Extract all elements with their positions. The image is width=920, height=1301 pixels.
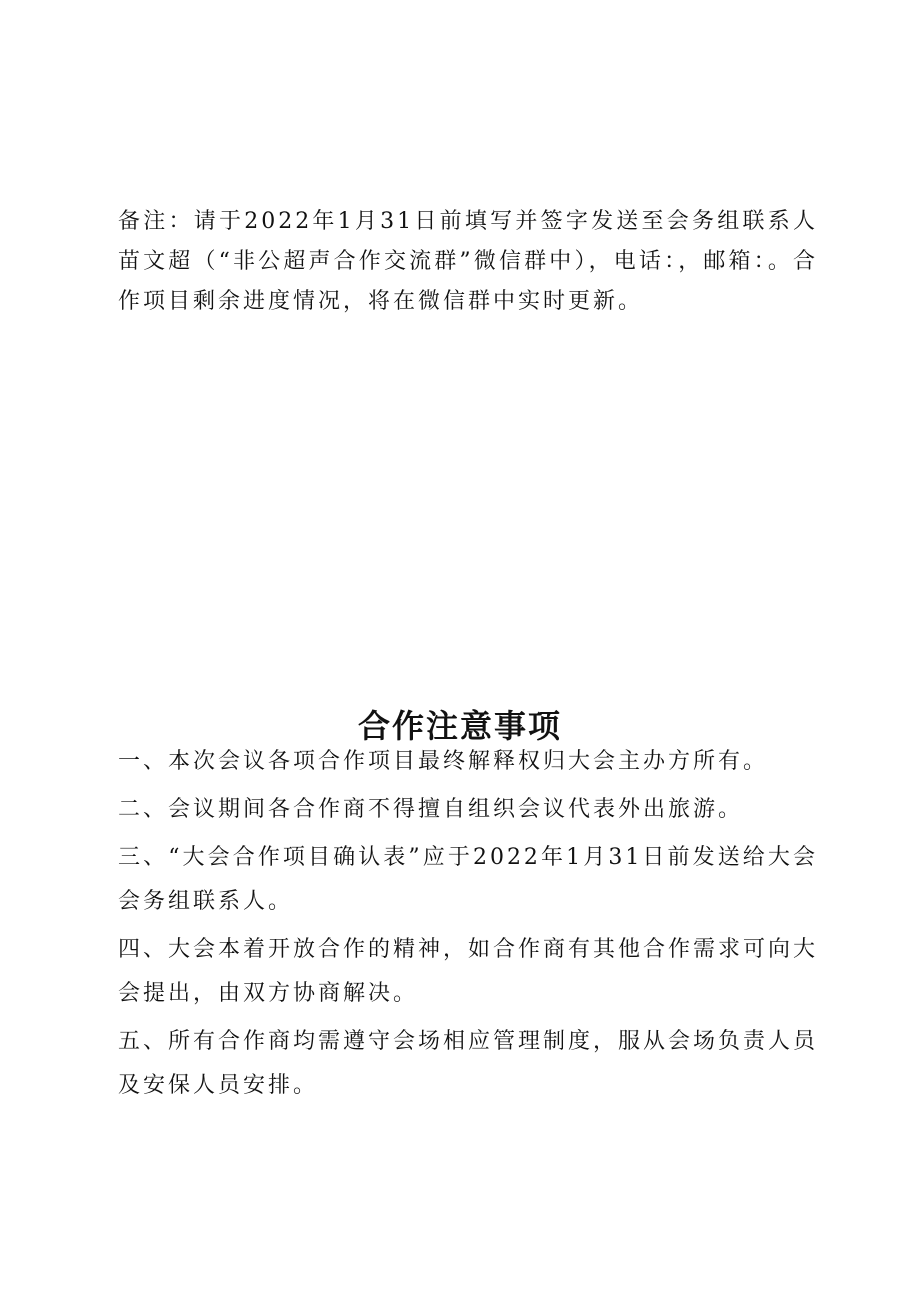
notes-list (118, 740, 818, 1112)
note-item: 一、本次会议各项合作项目最终解释权归大会主办方所有。 (118, 749, 769, 774)
remark-paragraph: 备注：请于2022年1月31日前填写并签字发送至会务组联系人苗文超（“非公超声合作交流群”微信群中），电话：，邮箱：。合作项目剩余进度情况，将在微信群中实时更新。 (118, 209, 818, 314)
note-item: 二、会议期间各合作商不得擅自组织会议代表外出旅游。 (118, 797, 744, 822)
section-title: 合作注意事项 (357, 707, 562, 746)
note-item: 五、所有合作商均需遵守会场相应管理制度，服从会场负责人员及安保人员安排。 (118, 1029, 819, 1098)
note-item: 四、大会本着开放合作的精神，如合作商有其他合作需求可向大会提出，由双方协商解决。 (118, 937, 819, 1006)
note-item: 三、“大会合作项目确认表”应于2022年1月31日前发送给大会会务组联系人。 (118, 845, 818, 914)
